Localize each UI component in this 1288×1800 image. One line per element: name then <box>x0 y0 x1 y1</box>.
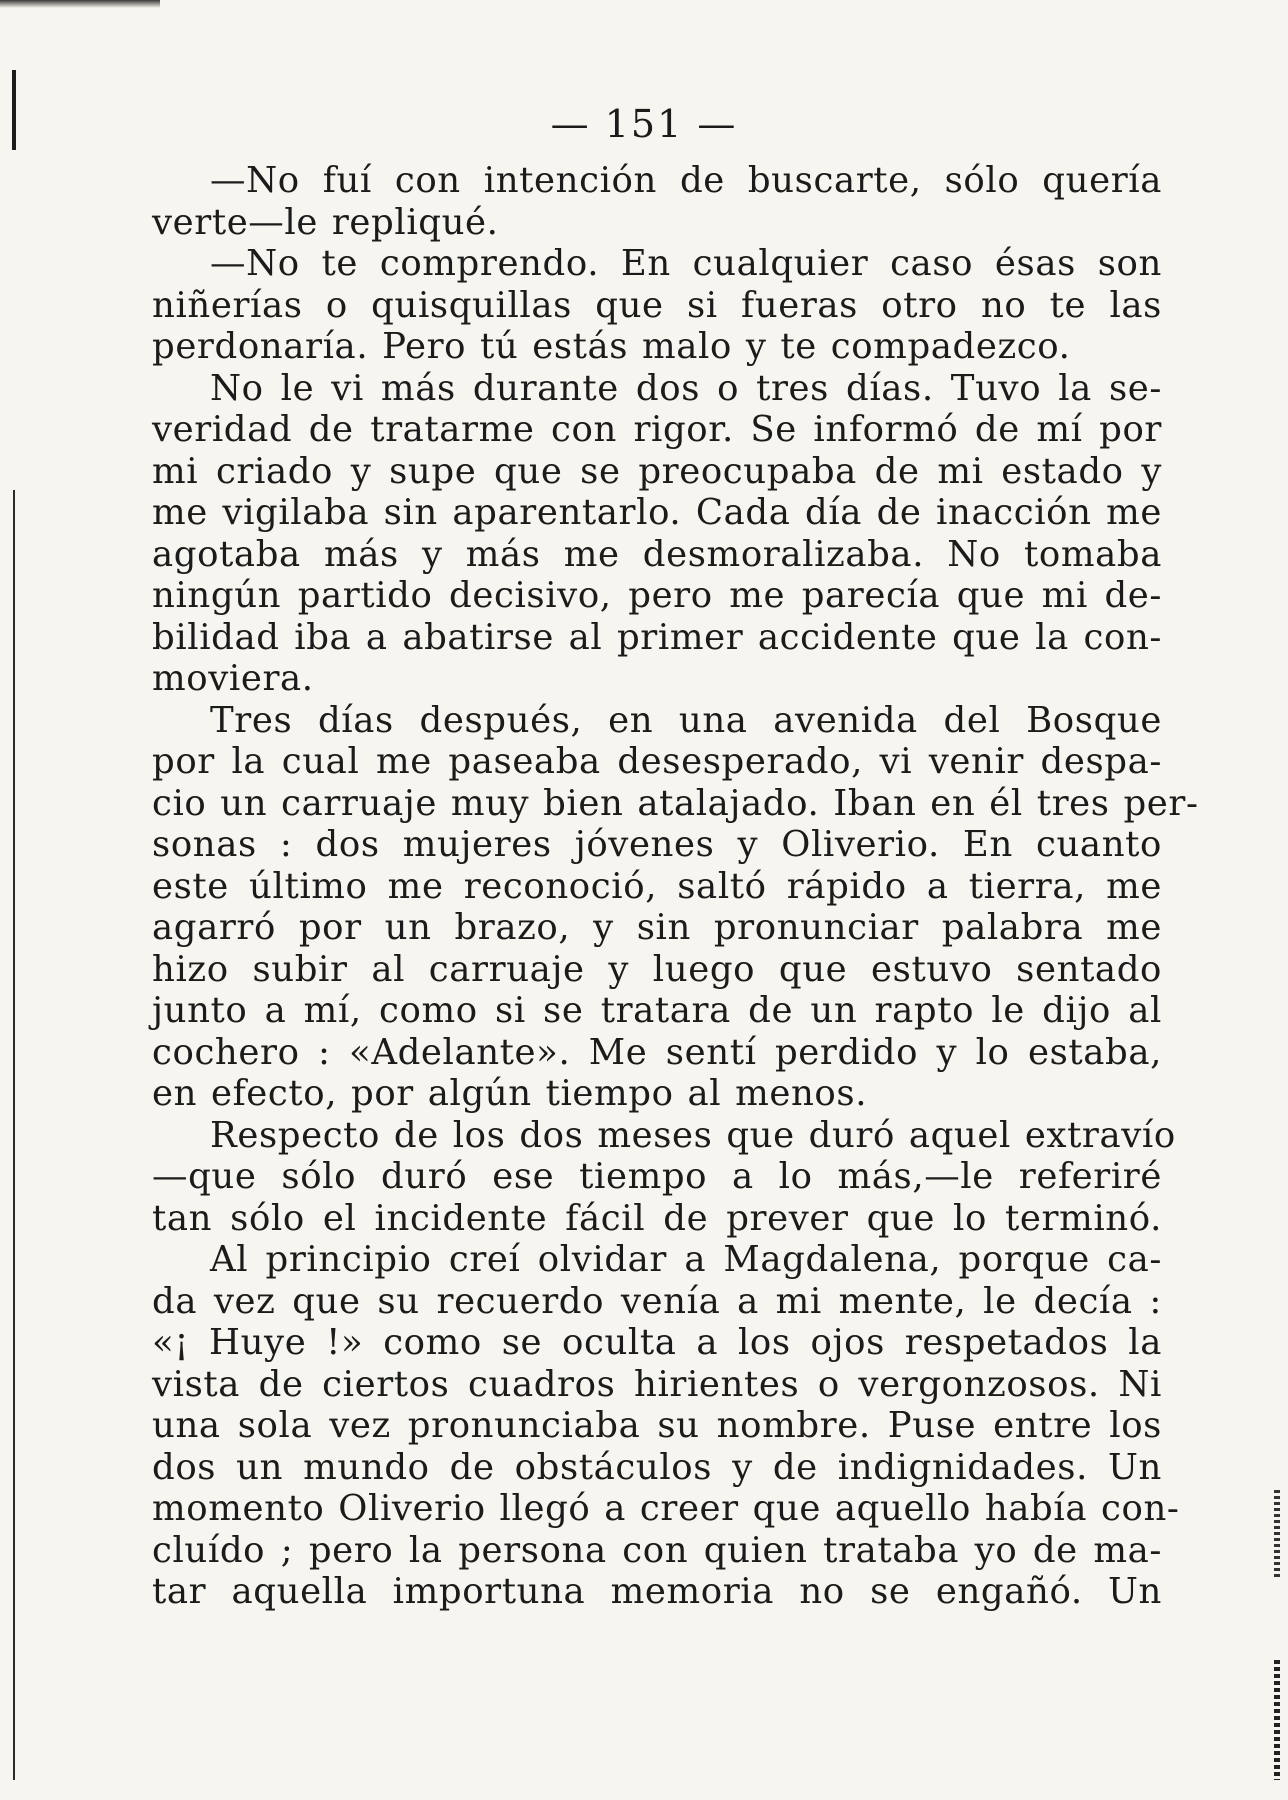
text-line: por la cual me paseaba desesperado, vi venir despa- <box>152 741 1162 782</box>
scan-edge-right-mark-lower <box>1274 1660 1280 1780</box>
text-line: «¡ Huye !» como se oculta a los ojos respetados la <box>152 1322 1162 1363</box>
text-line: moviera. <box>152 658 314 699</box>
text-line: cochero : «Adelante». Me sentí perdido y lo estaba, <box>152 1031 1162 1073</box>
text-line: mi criado y supe que se preocupaba de mi estado y <box>152 450 1162 492</box>
text-line: niñerías o quisquillas que si fueras otro no te las <box>152 284 1162 326</box>
text-line: en efecto, por algún tiempo al menos. <box>152 1073 868 1114</box>
text-line: Respecto de los dos meses que duró aquel extravío <box>210 1114 1176 1156</box>
text-line: —que sólo duró ese tiempo a lo más,—le referiré <box>152 1156 1162 1197</box>
text-line: cluído ; pero la persona con quien trataba yo de ma- <box>152 1529 1162 1571</box>
text-line: agarró por un brazo, y sin pronunciar palabra me <box>152 907 1162 948</box>
text-line: verte—le repliqué. <box>152 201 499 243</box>
text-line: Tres días después, en una avenida del Bosque <box>210 699 1162 741</box>
scan-edge-right-mark <box>1274 1490 1280 1580</box>
text-line: dos un mundo de obstáculos y de indignidades. Un <box>152 1446 1162 1488</box>
text-line: —No fuí con intención de buscarte, sólo quería <box>210 160 1162 201</box>
text-line: tan sólo el incidente fácil de prever que lo terminó. <box>152 1197 1162 1239</box>
text-line: Al principio creí olvidar a Magdalena, porque ca- <box>210 1239 1162 1280</box>
body-text <box>152 160 1199 1613</box>
scan-edge-top <box>0 0 160 8</box>
text-line: sonas : dos mujeres jóvenes y Oliverio. En cuanto <box>152 824 1162 865</box>
text-line: hizo subir al carruaje y luego que estuvo sentado <box>152 948 1162 990</box>
text-line: momento Oliverio llegó a creer que aquello había con- <box>152 1488 1180 1529</box>
text-line: una sola vez pronunciaba su nombre. Puse entre los <box>152 1405 1162 1446</box>
text-line: bilidad iba a abatirse al primer accidente que la con- <box>152 616 1162 658</box>
text-line: junto a mí, como si se tratara de un rapto le dijo al <box>152 990 1162 1031</box>
text-line: veridad de tratarme con rigor. Se informó de mí por <box>152 409 1162 450</box>
text-line: —No te comprendo. En cualquier caso ésas son <box>210 243 1162 284</box>
text-line: tar aquella importuna memoria no se engañó. Un <box>152 1571 1162 1612</box>
page-number: — 151 — <box>550 102 738 146</box>
text-line: perdonaría. Pero tú estás malo y te compadezco. <box>152 326 1071 367</box>
text-line: No le vi más durante dos o tres días. Tuvo la se- <box>210 367 1162 409</box>
text-line: vista de ciertos cuadros hirientes o vergonzosos. Ni <box>152 1363 1162 1405</box>
text-line: ningún partido decisivo, pero me parecía que mi de- <box>152 575 1162 616</box>
text-line: cio un carruaje muy bien atalajado. Iban en él tres per- <box>152 782 1199 824</box>
text-line: da vez que su recuerdo venía a mi mente, le decía : <box>152 1280 1162 1322</box>
text-line: me vigilaba sin aparentarlo. Cada día de inacción me <box>152 492 1162 533</box>
text-line: agotaba más y más me desmoralizaba. No tomaba <box>152 533 1162 575</box>
scan-edge-left-line <box>13 490 15 1780</box>
text-line: este último me reconoció, saltó rápido a tierra, me <box>152 865 1162 907</box>
